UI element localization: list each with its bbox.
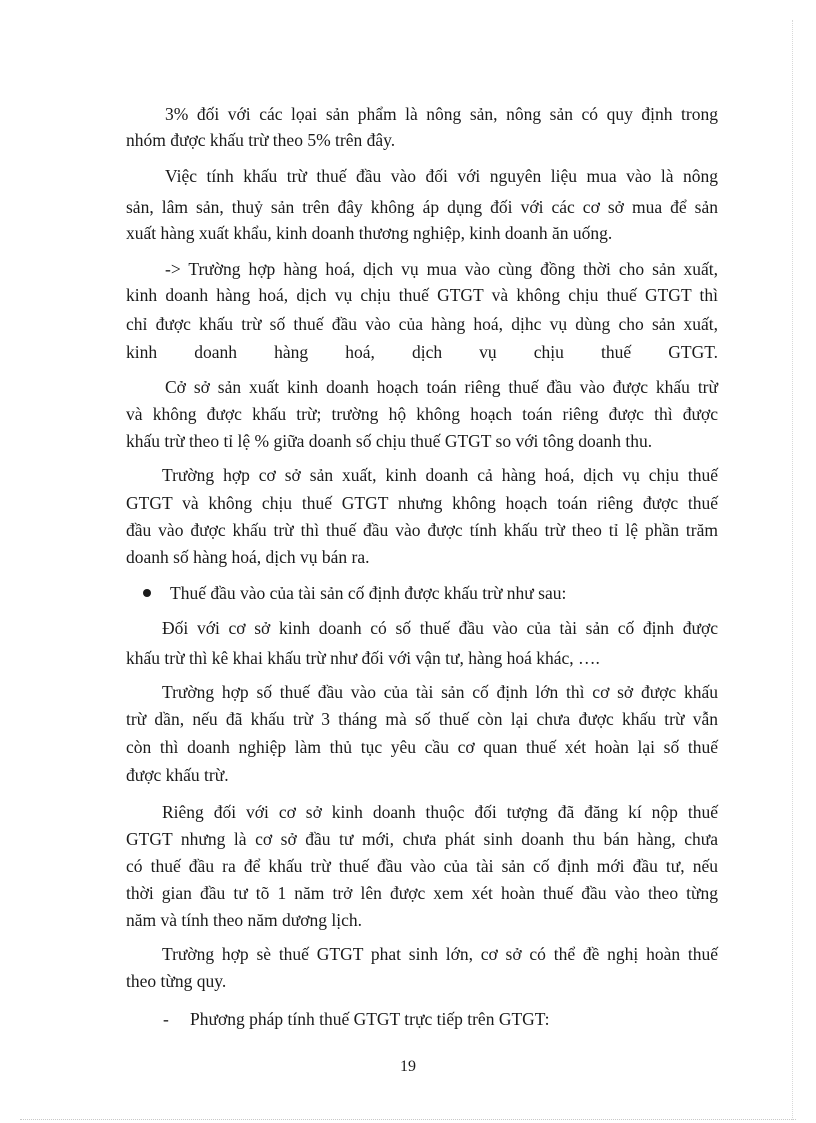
paragraph-line: kinh doanh hàng hoá, dịch vụ chịu thuế GTGT. [126,342,718,362]
paragraph-line: thời gian đầu tư tõ 1 năm trở lên được xem xét hoàn thuế đầu vào theo từng [126,883,718,903]
paragraph-line: năm và tính theo năm dương lịch. [126,910,362,930]
paragraph-line: trừ dần, nếu đã khấu trừ 3 tháng mà số thuế còn lại chưa được khấu trừ vẫn [126,709,718,729]
paragraph-line: có thuế đầu ra để khấu trừ thuế đầu vào của tài sản cố định mới đầu tư, nếu [126,856,718,876]
paragraph-line: Trường hợp sè thuế GTGT phat sinh lớn, cơ sở có thể đề nghị hoàn thuế [162,944,718,964]
paragraph-line: Riêng đối với cơ sở kinh doanh thuộc đối tượng đã đăng kí nộp thuế [162,802,718,822]
dash-marker: - [163,1009,169,1029]
paragraph-line: Đối với cơ sở kinh doanh có số thuế đầu vào của tài sản cố định được [162,618,718,638]
paragraph-line: chỉ được khấu trừ số thuế đầu vào của hàng hoá, dịhc vụ dùng cho sản xuất, [126,314,718,334]
paragraph-line: Trường hợp cơ sở sản xuất, kinh doanh cả hàng hoá, dịch vụ chịu thuế [162,465,718,485]
paragraph-line: khấu trừ theo tỉ lệ % giữa doanh số chịu thuế GTGT so với tông doanh thu. [126,431,653,451]
paragraph-line: kinh doanh hàng hoá, dịch vụ chịu thuế GTGT và không chịu thuế GTGT thì [126,285,718,305]
paragraph-line: khấu trừ thì kê khai khấu trừ như đối với vận tư, hàng hoá khác, …. [126,648,600,668]
paragraph-line: xuất hàng xuất khẩu, kinh doanh thương nghiệp, kinh doanh ăn uống. [126,223,613,243]
paragraph-line: 3% đối với các lọai sản phẩm là nông sản, nông sản có quy định trong [165,104,718,124]
dash-item-text: Phương pháp tính thuế GTGT trực tiếp trên GTGT: [190,1009,550,1029]
paragraph-line: Trường hợp số thuế đầu vào của tài sản cố định lớn thì cơ sở được khấu [162,682,718,702]
bullet-text: Thuế đầu vào của tài sản cố định được khấu trừ như sau: [170,583,567,603]
bullet-icon [143,589,151,597]
paragraph-line: doanh số hàng hoá, dịch vụ bán ra. [126,547,370,567]
paragraph-line: đầu vào được khấu trừ thì thuế đầu vào được tính khấu trừ theo tỉ lệ phần trăm [126,520,718,540]
paragraph-line: GTGT và không chịu thuế GTGT nhưng không hoạch toán riêng được thuế [126,493,718,513]
paragraph-line: theo từng quy. [126,971,227,991]
page-border-right [792,20,793,1120]
page-border-bottom [20,1119,796,1120]
paragraph-line: Cở sở sản xuất kinh doanh hoạch toán riêng thuế đầu vào được khấu trừ [165,377,718,397]
paragraph-line: sản, lâm sản, thuỷ sản trên đây không áp dụng đối với các cơ sở mua để sản [126,197,718,217]
paragraph-line: GTGT nhưng là cơ sở đầu tư mới, chưa phát sinh doanh thu bán hàng, chưa [126,829,718,849]
paragraph-line: nhóm được khấu trừ theo 5% trên đây. [126,130,396,150]
paragraph-line: còn thì doanh nghiệp làm thủ tục yêu cầu cơ quan thuế xét hoàn lại số thuế [126,737,718,757]
paragraph-line: và không được khấu trừ; trường hộ không hoạch toán riêng được thì được [126,404,718,424]
paragraph-line: Việc tính khấu trừ thuế đầu vào đối với nguyên liệu mua vào là nông [165,166,718,186]
paragraph-line: -> Trường hợp hàng hoá, dịch vụ mua vào cùng đồng thời cho sản xuất, [165,259,718,279]
page-number: 19 [400,1058,416,1075]
paragraph-line: được khấu trừ. [126,765,229,785]
